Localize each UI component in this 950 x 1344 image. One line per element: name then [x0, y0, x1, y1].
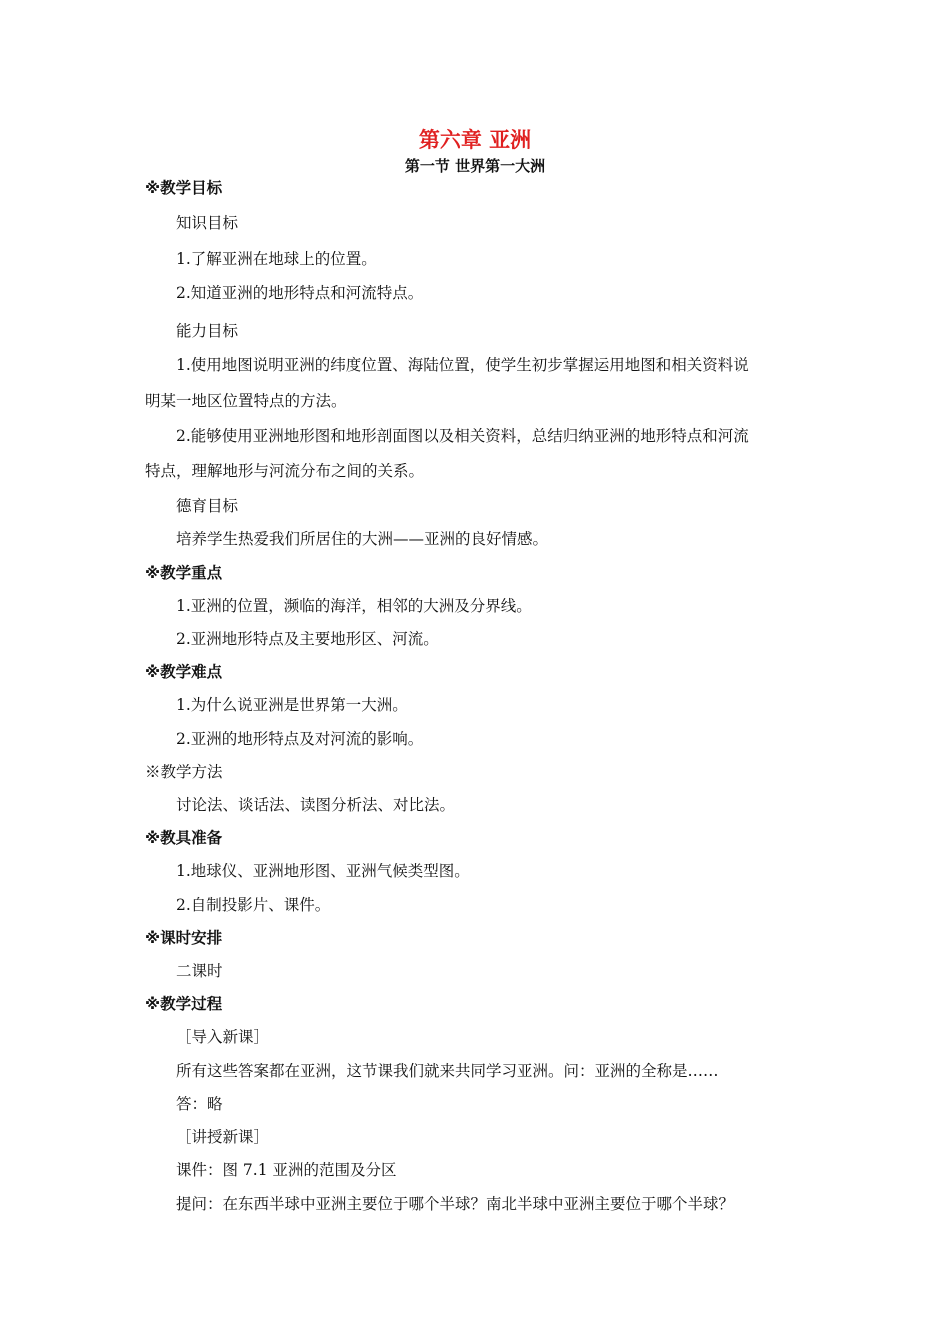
paragraph: 2.自制投影片、课件。: [176, 896, 331, 914]
paragraph: ［导入新课］: [176, 1028, 270, 1046]
paragraph: 答：略: [176, 1095, 223, 1113]
heading-key-points: ※教学重点: [145, 564, 223, 582]
heading-teaching-objectives: ※教学目标: [145, 179, 223, 197]
paragraph: 明某一地区位置特点的方法。: [145, 392, 347, 410]
paragraph: 2.亚洲地形特点及主要地形区、河流。: [176, 630, 439, 648]
heading-class-schedule: ※课时安排: [145, 929, 223, 947]
subheading-ability-objectives: 能力目标: [176, 322, 239, 340]
paragraph: 课件：图 7.1 亚洲的范围及分区: [176, 1161, 397, 1179]
paragraph: 1.地球仪、亚洲地形图、亚洲气候类型图。: [176, 862, 470, 880]
paragraph: 特点，理解地形与河流分布之间的关系。: [145, 462, 425, 480]
paragraph: 讨论法、谈话法、读图分析法、对比法。: [176, 796, 456, 814]
paragraph: 1.了解亚洲在地球上的位置。: [176, 250, 377, 268]
subheading-moral-objectives: 德育目标: [176, 497, 239, 515]
paragraph: ［讲授新课］: [176, 1128, 270, 1146]
paragraph: 培养学生热爱我们所居住的大洲——亚洲的良好情感。: [176, 530, 549, 548]
heading-teaching-process: ※教学过程: [145, 995, 223, 1013]
paragraph: 2.知道亚洲的地形特点和河流特点。: [176, 284, 424, 302]
heading-teaching-methods: ※教学方法: [145, 763, 223, 781]
paragraph: 2.亚洲的地形特点及对河流的影响。: [176, 730, 424, 748]
paragraph: 二课时: [176, 962, 223, 980]
paragraph: 所有这些答案都在亚洲，这节课我们就来共同学习亚洲。问：亚洲的全称是……: [176, 1062, 719, 1080]
section-title: 第一节 世界第一大洲: [404, 157, 546, 175]
chapter-title: 第六章 亚洲: [418, 128, 532, 152]
paragraph: 1.使用地图说明亚洲的纬度位置、海陆位置，使学生初步掌握运用地图和相关资料说: [176, 356, 749, 374]
paragraph: 1.亚洲的位置，濒临的海洋，相邻的大洲及分界线。: [176, 597, 532, 615]
subheading-knowledge-objectives: 知识目标: [176, 214, 239, 232]
paragraph: 提问：在东西半球中亚洲主要位于哪个半球？南北半球中亚洲主要位于哪个半球？: [176, 1195, 735, 1213]
heading-teaching-aids: ※教具准备: [145, 829, 223, 847]
heading-difficult-points: ※教学难点: [145, 663, 223, 681]
paragraph: 1.为什么说亚洲是世界第一大洲。: [176, 696, 408, 714]
paragraph: 2.能够使用亚洲地形图和地形剖面图以及相关资料，总结归纳亚洲的地形特点和河流: [176, 427, 749, 445]
